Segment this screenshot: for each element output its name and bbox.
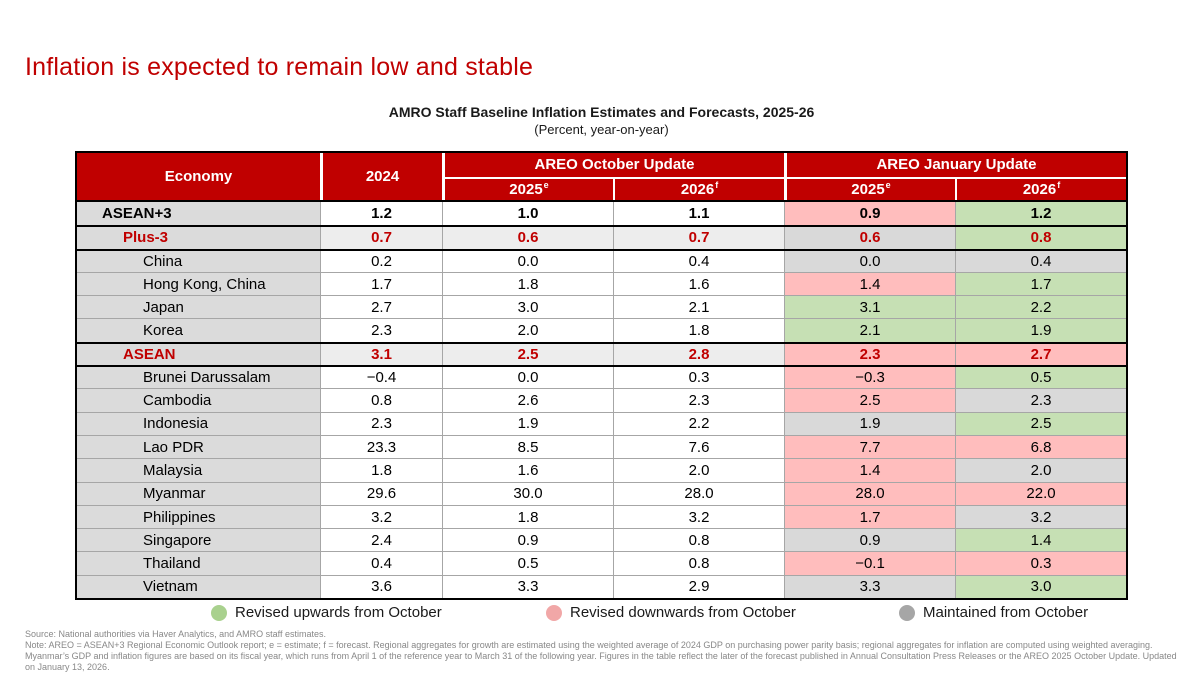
jan-value-cell: 2.3 — [784, 344, 955, 365]
economy-cell: Thailand — [77, 552, 320, 574]
value-cell: 2.1 — [613, 296, 784, 318]
value-cell: 1.8 — [442, 273, 613, 295]
value-cell: 0.0 — [442, 251, 613, 272]
value-cell: 1.0 — [442, 202, 613, 225]
jan-value-cell: 2.3 — [955, 389, 1126, 411]
value-cell: 0.9 — [442, 529, 613, 551]
jan-value-cell: 1.9 — [955, 319, 1126, 341]
value-cell: 3.0 — [442, 296, 613, 318]
jan-value-cell: 1.7 — [955, 273, 1126, 295]
jan-value-cell: 1.2 — [955, 202, 1126, 225]
value-cell: 3.2 — [613, 506, 784, 528]
table-header — [77, 153, 1126, 202]
jan-value-cell: 1.4 — [784, 273, 955, 295]
jan-value-cell: 1.9 — [784, 413, 955, 435]
economy-cell: Singapore — [77, 529, 320, 551]
value-cell: 0.7 — [613, 227, 784, 248]
value-cell: 0.8 — [320, 389, 442, 411]
economy-cell: Indonesia — [77, 413, 320, 435]
jan-value-cell: 22.0 — [955, 483, 1126, 505]
jan-value-cell: 2.2 — [955, 296, 1126, 318]
value-cell: 1.9 — [442, 413, 613, 435]
header-2024: 2024 — [320, 153, 442, 200]
economy-cell: Cambodia — [77, 389, 320, 411]
table-row-indonesia — [77, 412, 1126, 435]
jan-value-cell: 3.0 — [955, 576, 1126, 598]
value-cell: 30.0 — [442, 483, 613, 505]
legend-up-dot-icon — [211, 605, 227, 621]
legend-label: Maintained from October — [923, 604, 1089, 621]
jan-value-cell: 2.5 — [784, 389, 955, 411]
economy-cell: Myanmar — [77, 483, 320, 505]
footnotes — [25, 629, 1183, 673]
value-cell: 23.3 — [320, 436, 442, 458]
value-cell: 0.8 — [613, 552, 784, 574]
jan-value-cell: 2.7 — [955, 344, 1126, 365]
header-oct-2025e: 2025 $^e$ — [442, 177, 613, 201]
table-row-myanmar — [77, 482, 1126, 505]
table-subtitle: (Percent, year-on-year) — [534, 122, 669, 137]
year-label: 2025 — [509, 180, 543, 198]
year-label: 2026 — [680, 180, 715, 198]
jan-value-cell: 2.5 — [955, 413, 1126, 435]
value-cell: 8.5 — [442, 436, 613, 458]
table-row-vietnam — [77, 575, 1126, 598]
economy-cell: Plus-3 — [77, 227, 320, 248]
value-cell: 0.0 — [442, 367, 613, 388]
value-cell: 0.4 — [320, 552, 442, 574]
value-cell: −0.4 — [320, 367, 442, 388]
table-row-china — [77, 249, 1126, 272]
value-cell: 1.6 — [613, 273, 784, 295]
header-areo-january-update: AREO January Update — [784, 153, 1126, 177]
value-cell: 1.8 — [442, 506, 613, 528]
table-row-brunei-darussalam — [77, 365, 1126, 388]
jan-value-cell: 0.8 — [955, 227, 1126, 248]
economy-cell: Hong Kong, China — [77, 273, 320, 295]
value-cell: 2.3 — [320, 319, 442, 341]
economy-cell: China — [77, 251, 320, 272]
economy-cell: Brunei Darussalam — [77, 367, 320, 388]
value-cell: 2.9 — [613, 576, 784, 598]
value-cell: 0.3 — [613, 367, 784, 388]
jan-value-cell: 2.0 — [955, 459, 1126, 481]
value-cell: 0.4 — [613, 251, 784, 272]
value-cell: 0.6 — [442, 227, 613, 248]
table-row-asean — [77, 342, 1126, 365]
table-title: AMRO Staff Baseline Inflation Estimates and Forecasts, 2025-26 — [388, 104, 815, 120]
table-row-plus-3 — [77, 225, 1126, 248]
value-cell: 0.7 — [320, 227, 442, 248]
table-row-hong-kong-china — [77, 272, 1126, 295]
year-label: 2025 — [851, 180, 885, 198]
jan-value-cell: 0.6 — [784, 227, 955, 248]
value-cell: 2.3 — [613, 389, 784, 411]
source-note: Source: National authorities via Haver Analytics, and AMRO staff estimates. — [25, 629, 326, 639]
economy-cell: Philippines — [77, 506, 320, 528]
inflation-forecast-table — [75, 151, 1128, 600]
jan-value-cell: 3.3 — [784, 576, 955, 598]
value-cell: 3.1 — [320, 344, 442, 365]
legend-down-dot-icon — [546, 605, 562, 621]
header-economy: Economy — [77, 153, 320, 200]
value-cell: 2.0 — [442, 319, 613, 341]
table-row-lao-pdr — [77, 435, 1126, 458]
table-row-singapore — [77, 528, 1126, 551]
jan-value-cell: 6.8 — [955, 436, 1126, 458]
year-label: 2026 — [1022, 180, 1057, 198]
value-cell: 0.2 — [320, 251, 442, 272]
value-cell: 2.5 — [442, 344, 613, 365]
economy-cell: ASEAN — [77, 344, 320, 365]
table-row-cambodia — [77, 388, 1126, 411]
slide-title: Inflation is expected to remain low and stable — [25, 53, 534, 81]
value-cell: 2.3 — [320, 413, 442, 435]
legend-maintained-dot-icon — [899, 605, 915, 621]
table-row-thailand — [77, 551, 1126, 574]
value-cell: 3.3 — [442, 576, 613, 598]
jan-value-cell: 3.2 — [955, 506, 1126, 528]
table-body — [77, 202, 1126, 598]
value-cell: 2.8 — [613, 344, 784, 365]
jan-value-cell: 0.9 — [784, 202, 955, 225]
jan-value-cell: 2.1 — [784, 319, 955, 341]
jan-value-cell: 0.0 — [784, 251, 955, 272]
jan-value-cell: 0.5 — [955, 367, 1126, 388]
table-row-asean-3 — [77, 202, 1126, 225]
header-jan-2025e: 2025 $^e$ — [784, 177, 955, 201]
jan-value-cell: 7.7 — [784, 436, 955, 458]
value-cell: 1.8 — [320, 459, 442, 481]
methodology-note: Note: AREO = ASEAN+3 Regional Economic Outlook report; e = estimate; f = forecast. Regional aggregates for growth are estimated using the weighted average of 2024 GDP on purchasing power parity basis; regional aggregates for inflation are computed using weighted averaging. Myanmar’s GDP and inflation figures are based on its fiscal year, which runs from April 1 of the reference year to March 31 of the following year. Figures in the table reflect the later of the forecast published in Annual Consultation Press Releases or the AREO 2025 October Update. Updated on January 13, 2026. — [25, 640, 1177, 672]
legend — [0, 604, 1200, 621]
value-cell: 2.4 — [320, 529, 442, 551]
value-cell: 1.8 — [613, 319, 784, 341]
legend-item-maintained — [899, 604, 1088, 621]
jan-value-cell: 3.1 — [784, 296, 955, 318]
economy-cell: Lao PDR — [77, 436, 320, 458]
jan-value-cell: −0.3 — [784, 367, 955, 388]
value-cell: 1.1 — [613, 202, 784, 225]
legend-label: Revised upwards from October — [235, 604, 442, 621]
economy-cell: ASEAN+3 — [77, 202, 320, 225]
jan-value-cell: 1.4 — [784, 459, 955, 481]
jan-value-cell: 1.7 — [784, 506, 955, 528]
table-row-japan — [77, 295, 1126, 318]
economy-cell: Korea — [77, 319, 320, 341]
economy-cell: Malaysia — [77, 459, 320, 481]
legend-label: Revised downwards from October — [570, 604, 796, 621]
legend-item-up — [211, 604, 494, 621]
value-cell: 3.6 — [320, 576, 442, 598]
jan-value-cell: −0.1 — [784, 552, 955, 574]
value-cell: 2.7 — [320, 296, 442, 318]
value-cell: 7.6 — [613, 436, 784, 458]
value-cell: 29.6 — [320, 483, 442, 505]
value-cell: 2.0 — [613, 459, 784, 481]
table-caption — [75, 104, 1128, 137]
value-cell: 0.5 — [442, 552, 613, 574]
legend-item-down — [546, 604, 847, 621]
table-row-malaysia — [77, 458, 1126, 481]
value-cell: 3.2 — [320, 506, 442, 528]
header-jan-2026f: 2026 $^f$ — [955, 177, 1126, 201]
value-cell: 0.8 — [613, 529, 784, 551]
value-cell: 2.6 — [442, 389, 613, 411]
value-cell: 1.7 — [320, 273, 442, 295]
value-cell: 1.2 — [320, 202, 442, 225]
value-cell: 28.0 — [613, 483, 784, 505]
table-row-korea — [77, 318, 1126, 341]
jan-value-cell: 28.0 — [784, 483, 955, 505]
table-row-philippines — [77, 505, 1126, 528]
economy-cell: Vietnam — [77, 576, 320, 598]
jan-value-cell: 0.4 — [955, 251, 1126, 272]
header-oct-2026f: 2026 $^f$ — [613, 177, 784, 201]
economy-cell: Japan — [77, 296, 320, 318]
jan-value-cell: 1.4 — [955, 529, 1126, 551]
value-cell: 2.2 — [613, 413, 784, 435]
jan-value-cell: 0.3 — [955, 552, 1126, 574]
value-cell: 1.6 — [442, 459, 613, 481]
header-areo-october-update: AREO October Update — [442, 153, 784, 177]
jan-value-cell: 0.9 — [784, 529, 955, 551]
